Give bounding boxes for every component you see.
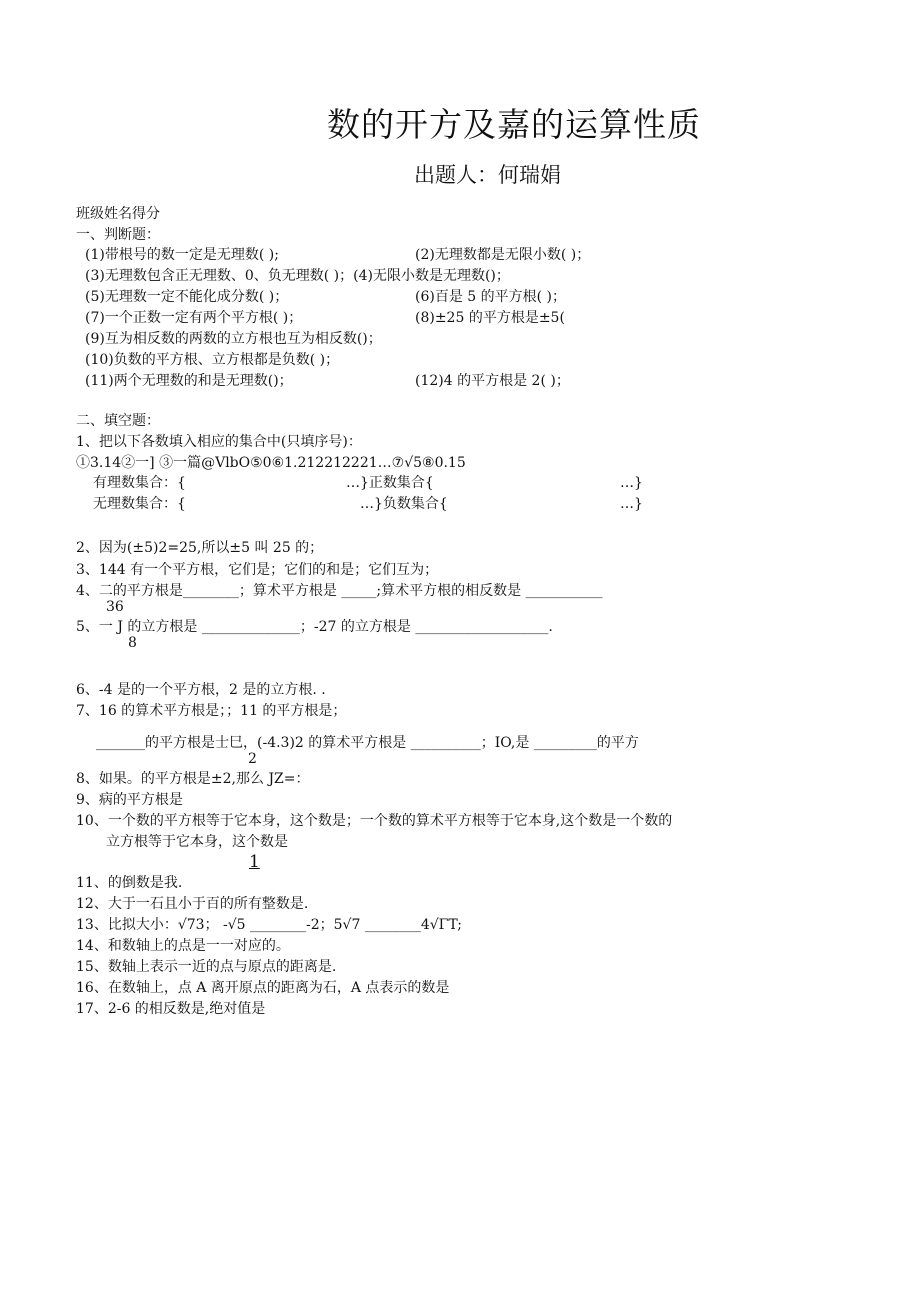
positive-set-end: …}: [620, 475, 643, 491]
fill-q5-fraction: 8: [128, 635, 137, 651]
fill-q9: 9、病的平方根是: [76, 792, 183, 808]
section2-heading: 二、填空题：: [76, 413, 160, 429]
fill-q7b-fraction: 2: [248, 751, 257, 767]
positive-set-label: …}正数集合{: [346, 475, 434, 491]
document-title: 数的开方及嘉的运算性质: [327, 105, 701, 144]
judge-item-11: (11)两个无理数的和是无理数()；: [85, 373, 293, 389]
judge-item-1: (1)带根号的数一定是无理数( );: [85, 247, 279, 263]
judge-item-8: (8)±25 的平方根是±5(: [415, 310, 565, 326]
fill-q15: 15、数轴上表示一近的点与原点的距离是.: [76, 959, 337, 975]
fill-q2: 2、因为(±5)2=25,所以±5 叫 25 的；: [76, 540, 324, 556]
fill-q1: 1、把以下各数填入相应的集合中(只填序号)：: [76, 434, 362, 450]
judge-item-10: (10)负数的平方根、立方根都是负数( )；: [85, 352, 340, 368]
fill-q1-numbers: ①3.14②一] ③一篇@VlbO⑤0⑥1.212212221…⑦√5⑧0.15: [76, 455, 466, 471]
fill-q10b: 立方根等于它本身，这个数是: [106, 834, 288, 850]
fill-q8: 8、如果。的平方根是±2,那么 JZ=：: [76, 771, 310, 787]
fill-q11: 11、的倒数是我.: [76, 875, 183, 891]
judge-item-9: (9)互为相反数的两数的立方根也互为相反数()；: [85, 331, 382, 347]
judge-item-2: (2)无理数都是无限小数( )；: [415, 247, 591, 263]
fill-q10: 10、一个数的平方根等于它本身，这个数是；一个数的算术平方根等于它本身,这个数是一个数的: [76, 813, 673, 829]
judge-item-3-4: (3)无理数包含正无理数、0、负无理数( )；(4)无限小数是无理数()；: [85, 268, 510, 284]
fill-q16: 16、在数轴上，点 A 离开原点的距离为石，A 点表示的数是: [76, 980, 450, 996]
fill-q14: 14、和数轴上的点是一一对应的。: [76, 938, 290, 954]
fill-q11-fraction: 1: [249, 852, 260, 872]
irrational-set-label: 无理数集合：{: [93, 496, 186, 512]
fill-q4-fraction: 36: [106, 599, 124, 615]
fill-q7b: _______的平方根是士巳，(-4.3)2 的算术平方根是 __________；IO,是 _________的平方: [96, 735, 639, 751]
fill-q13: 13、比拟大小：√73； -√5 ________-2；5√7 ________4√ΓT;: [76, 917, 462, 933]
rational-set-label: 有理数集合：{: [93, 475, 186, 491]
judge-item-6: (6)百是 5 的平方根( )；: [415, 289, 567, 305]
negative-set-end: …}: [620, 496, 643, 512]
judge-item-7: (7)一个正数一定有两个平方根( )；: [85, 310, 303, 326]
class-name-score-line: 班级姓名得分: [76, 206, 160, 222]
judge-item-12: (12)4 的平方根是 2( )；: [415, 373, 570, 389]
fill-q7: 7、16 的算术平方根是；；11 的平方根是；: [76, 703, 347, 719]
fill-q6: 6、-4 是的一个平方根，2 是的立方根. .: [76, 682, 326, 698]
fill-q17: 17、2-6 的相反数是,绝对值是: [76, 1001, 266, 1017]
fill-q3: 3、144 有一个平方根，它们是；它们的和是；它们互为；: [76, 562, 439, 578]
negative-set-label: …}负数集合{: [360, 496, 448, 512]
judge-item-5: (5)无理数一定不能化成分数( )；: [85, 289, 289, 305]
fill-q12: 12、大于一石且小于百的所有整数是.: [76, 896, 309, 912]
fill-q5: 5、一 J 的立方根是 ______________；-27 的立方根是 ___________________.: [76, 619, 553, 635]
section1-heading: 一、判断题：: [76, 227, 160, 243]
fill-q4: 4、二的平方根是________；算术平方根是 _____;算术平方根的相反数是 ___________: [76, 583, 603, 599]
author-line: 出题人：何瑞娟: [414, 163, 561, 187]
